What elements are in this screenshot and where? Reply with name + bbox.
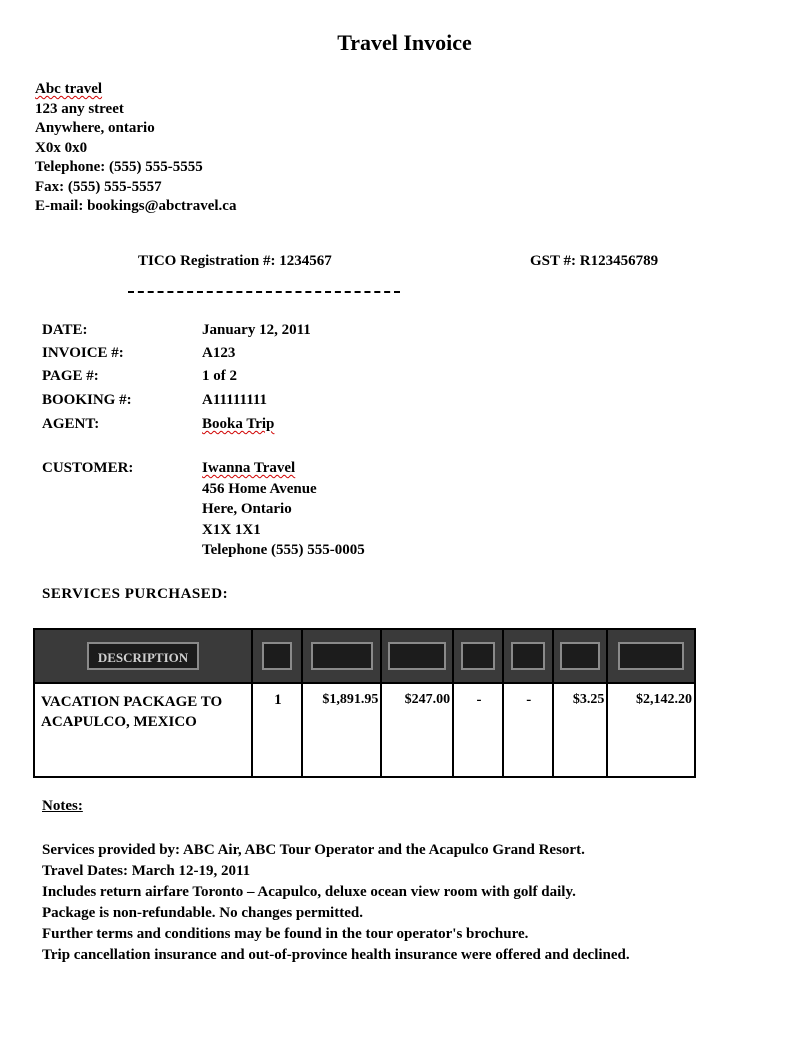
table-header-row: [35, 630, 694, 684]
table-row: [35, 684, 694, 776]
company-name: Abc travel: [35, 81, 103, 97]
company-address-line2: Anywhere, ontario: [35, 120, 155, 136]
row-description: VACATION PACKAGE TO ACAPULCO, MEXICO: [35, 684, 253, 776]
note-line: Travel Dates: March 12-19, 2011: [42, 863, 251, 879]
row-quantity: 1: [253, 684, 303, 776]
row-col-6: -: [504, 684, 554, 776]
row-total: $2,142.20: [636, 692, 692, 707]
customer-name: Iwanna Travel: [202, 460, 296, 476]
note-line: Package is non-refundable. No changes permitted.: [42, 905, 363, 921]
company-email: E-mail: bookings@abctravel.ca: [35, 198, 237, 214]
header-col-3: [303, 630, 383, 684]
customer-telephone: Telephone (555) 555-0005: [202, 542, 365, 558]
separator-line: [128, 291, 400, 293]
notes-heading: Notes:: [42, 798, 83, 814]
date-label: DATE:: [42, 322, 88, 338]
booking-number-value: A11111111: [202, 392, 268, 408]
agent-label: AGENT:: [42, 416, 100, 432]
header-col-5: [454, 630, 504, 684]
company-info: [35, 80, 236, 217]
header-col-6: [504, 630, 554, 684]
date-value: January 12, 2011: [202, 322, 311, 338]
header-col-8: [608, 630, 694, 684]
row-tax: $247.00: [382, 684, 454, 776]
gst-number: GST #: R123456789: [530, 253, 659, 269]
invoice-number-value: A123: [202, 345, 236, 361]
booking-number-label: BOOKING #:: [42, 392, 132, 408]
company-telephone: Telephone: (555) 555-5555: [35, 159, 203, 175]
agent-value: Booka Trip: [202, 416, 275, 432]
note-line: Further terms and conditions may be found in the tour operator's brochure.: [42, 926, 529, 942]
tico-registration: TICO Registration #: 1234567: [138, 253, 332, 269]
customer-label: CUSTOMER:: [42, 460, 134, 476]
note-line: Trip cancellation insurance and out-of-province health insurance were offered and declined.: [42, 947, 630, 963]
row-col-5: -: [454, 684, 504, 776]
note-line: Services provided by: ABC Air, ABC Tour Operator and the Acapulco Grand Resort.: [42, 842, 585, 858]
customer-postal-code: X1X 1X1: [202, 522, 261, 538]
header-description: DESCRIPTION: [35, 630, 253, 684]
row-price: $1,891.95: [303, 684, 383, 776]
notes-body: [42, 840, 630, 966]
page-number-label: PAGE #:: [42, 368, 99, 384]
company-postal-code: X0x 0x0: [35, 139, 88, 156]
company-fax: Fax: (555) 555-5557: [35, 178, 162, 195]
services-table: [33, 628, 696, 778]
customer-address-line1: 456 Home Avenue: [202, 481, 317, 497]
invoice-title: Travel Invoice: [337, 30, 472, 55]
header-col-7: [554, 630, 609, 684]
invoice-number-label: INVOICE #:: [42, 345, 124, 361]
note-line: Includes return airfare Toronto – Acapulco, deluxe ocean view room with golf daily.: [42, 884, 576, 900]
row-col-7: $3.25: [554, 684, 609, 776]
company-address-line1: 123 any street: [35, 100, 124, 117]
header-col-2: [253, 630, 303, 684]
page-number-value: 1 of 2: [202, 368, 237, 384]
services-purchased-label: SERVICES PURCHASED:: [42, 586, 229, 602]
header-col-4: [382, 630, 454, 684]
customer-address-line2: Here, Ontario: [202, 501, 292, 517]
